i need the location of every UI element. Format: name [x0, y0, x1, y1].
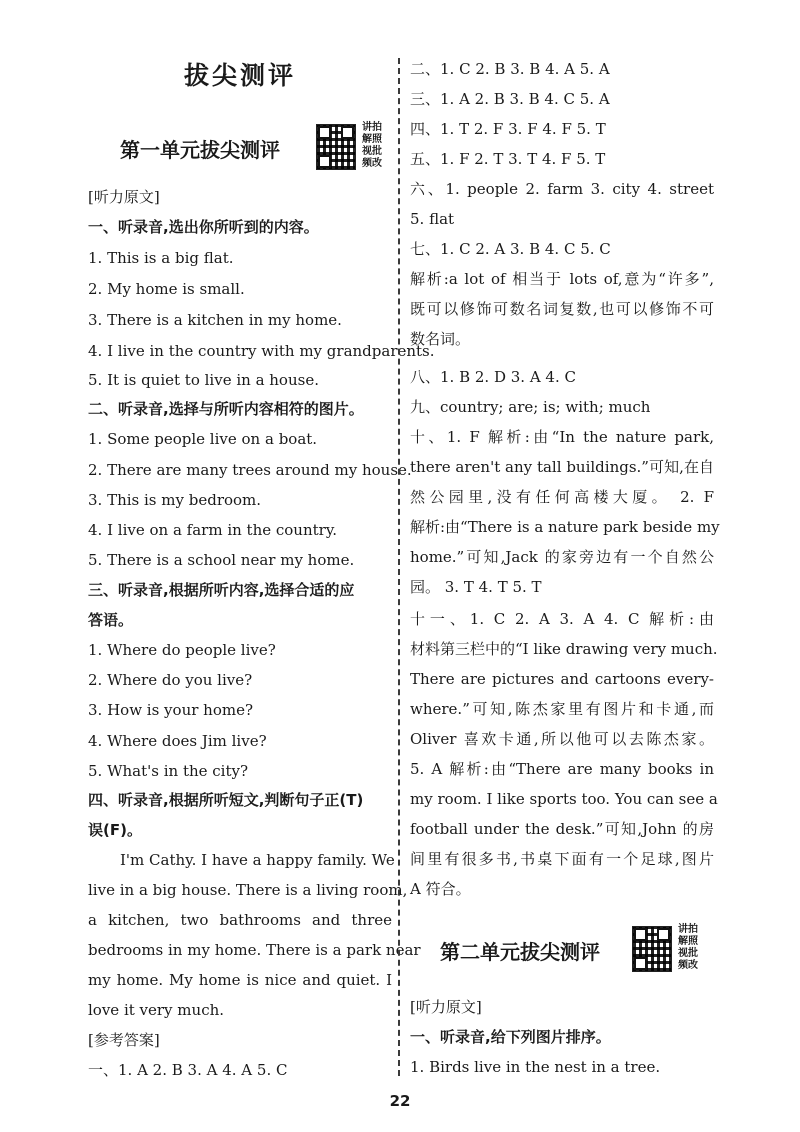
page-title: 拔尖测评: [183, 61, 296, 90]
answer-line: 九、country; are; is; with; much: [410, 398, 651, 416]
list-item: 3. There is a kitchen in my home.: [88, 311, 342, 329]
explanation-line: There are pictures and cartoons every-: [410, 670, 714, 688]
answer-line: 四、1. T 2. F 3. F 4. F 5. T: [410, 120, 606, 138]
section-heading: 答语。: [88, 611, 134, 629]
section-heading: 误(F)。: [88, 821, 142, 839]
section-label: [参考答案]: [88, 1031, 160, 1049]
answer-line: 六、1. people 2. farm 3. city 4. street: [410, 180, 714, 198]
list-item: 1. This is a big flat.: [88, 249, 234, 267]
explanation-line: 间里有很多书,书桌下面有一个足球,图片: [410, 850, 714, 868]
list-item: 2. My home is small.: [88, 280, 245, 298]
list-item: 4. Where does Jim live?: [88, 732, 267, 750]
explanation-line: 十一、1. C 2. A 3. A 4. C 解析:由: [410, 610, 714, 628]
list-item: 2. Where do you live?: [88, 671, 253, 689]
answer-line: 五、1. F 2. T 3. T 4. F 5. T: [410, 150, 606, 168]
qr-label: 讲拍 解照 视批 频改: [362, 122, 382, 169]
explanation-line: 材料第三栏中的“I like drawing very much.: [410, 640, 718, 658]
qr-label: 讲拍 解照 视批 频改: [678, 924, 698, 971]
paragraph-line: a kitchen, two bathrooms and three: [88, 911, 392, 929]
answer-line: 一、1. A 2. B 3. A 4. A 5. C: [88, 1061, 288, 1079]
list-item: 1. Birds live in the nest in a tree.: [410, 1058, 661, 1076]
list-item: 3. This is my bedroom.: [88, 491, 262, 509]
section-heading: 三、听录音,根据所听内容,选择合适的应: [88, 581, 355, 599]
explanation-line: 解析:a lot of 相当于 lots of,意为“许多”,: [410, 270, 714, 288]
section-label: [听力原文]: [410, 998, 482, 1016]
answer-line: 七、1. C 2. A 3. B 4. C 5. C: [410, 240, 611, 258]
list-item: 5. It is quiet to live in a house.: [88, 371, 319, 389]
list-item: 4. I live on a farm in the country.: [88, 521, 338, 539]
explanation-line: my room. I like sports too. You can see a: [410, 790, 718, 808]
section-heading: 一、听录音,选出你所听到的内容。: [88, 218, 319, 236]
list-item: 4. I live in the country with my grandparents.: [88, 342, 435, 360]
column-divider: [398, 58, 400, 1076]
explanation-line: football under the desk.”可知,John 的房: [410, 820, 714, 838]
list-item: 1. Where do people live?: [88, 641, 276, 659]
explanation-line: 十、1. F 解析:由“In the nature park,: [410, 428, 714, 446]
paragraph-line: live in a big house. There is a living room,: [88, 881, 408, 899]
explanation-line: Oliver 喜欢卡通,所以他可以去陈杰家。: [410, 730, 714, 748]
list-item: 3. How is your home?: [88, 701, 253, 719]
explanation-line: there aren't any tall buildings.”可知,在自: [410, 458, 714, 476]
answer-line: 三、1. A 2. B 3. B 4. C 5. A: [410, 90, 610, 108]
list-item: 5. What's in the city?: [88, 762, 249, 780]
explanation-line: where.”可知,陈杰家里有图片和卡通,而: [410, 700, 714, 718]
paragraph-line: my home. My home is nice and quiet. I: [88, 971, 392, 989]
answer-line: 5. flat: [410, 210, 455, 228]
answer-line: 二、1. C 2. B 3. B 4. A 5. A: [410, 60, 610, 78]
paragraph-line: bedrooms in my home. There is a park near: [88, 941, 421, 959]
explanation-line: A 符合。: [410, 880, 471, 898]
unit-2-title: 第二单元拔尖测评: [440, 940, 600, 964]
explanation-line: home.”可知,Jack 的家旁边有一个自然公: [410, 548, 714, 566]
explanation-line: 解析:由“There is a nature park beside my: [410, 518, 720, 536]
page-number: 22: [389, 1092, 411, 1110]
explanation-line: 既可以修饰可数名词复数,也可以修饰不可: [410, 300, 714, 318]
answer-line: 八、1. B 2. D 3. A 4. C: [410, 368, 576, 386]
section-label: [听力原文]: [88, 188, 160, 206]
paragraph-line: love it very much.: [88, 1001, 225, 1019]
qr-code-icon: [632, 926, 672, 972]
explanation-line: 然公园里,没有任何高楼大厦。 2. F: [410, 488, 714, 506]
explanation-line: 5. A 解析:由“There are many books in: [410, 760, 714, 778]
explanation-line: 园。 3. T 4. T 5. T: [410, 578, 542, 596]
explanation-line: 数名词。: [410, 330, 471, 348]
list-item: 2. There are many trees around my house.: [88, 461, 412, 479]
section-heading: 一、听录音,给下列图片排序。: [410, 1028, 611, 1046]
section-heading: 四、听录音,根据所听短文,判断句子正(T): [88, 791, 364, 809]
qr-code-icon: [316, 124, 356, 170]
list-item: 1. Some people live on a boat.: [88, 430, 318, 448]
section-heading: 二、听录音,选择与所听内容相符的图片。: [88, 400, 364, 418]
paragraph-line: I'm Cathy. I have a happy family. We: [120, 851, 395, 869]
unit-1-title: 第一单元拔尖测评: [120, 138, 280, 162]
list-item: 5. There is a school near my home.: [88, 551, 355, 569]
